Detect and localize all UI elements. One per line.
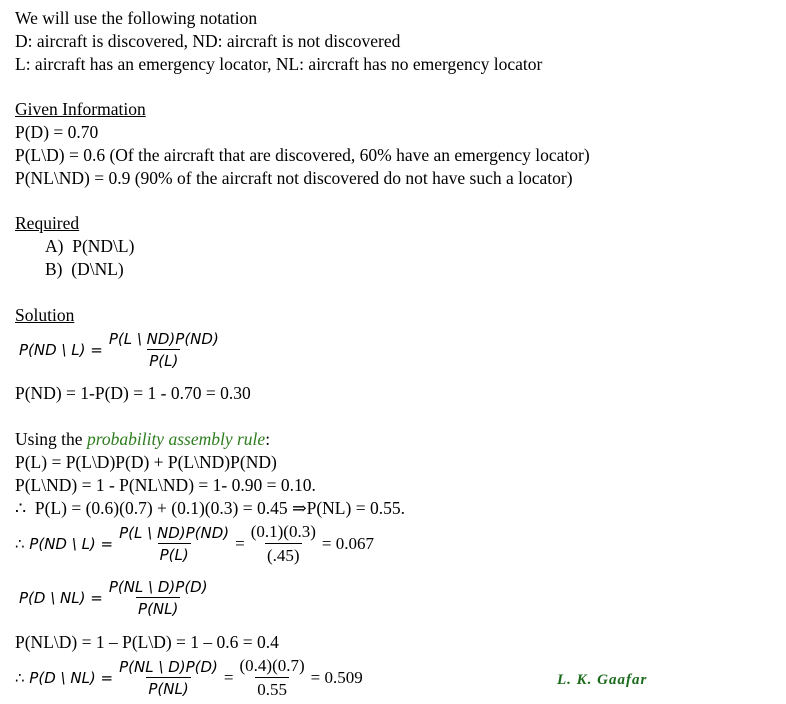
intro-line-3: L: aircraft has an emergency locator, NL: aircraft has no emergency locator (15, 54, 543, 74)
required-item-b: B) (D\NL) (45, 259, 124, 279)
eq2-denominator: P(L) (158, 543, 191, 564)
eq4-value-numerator: (0.4)(0.7) (239, 656, 305, 675)
bayes-result-d-given-nl (15, 656, 363, 700)
bayes-equation-nd-given-l (19, 330, 225, 370)
given-heading: Given Information (15, 99, 146, 119)
eq2-numerator: P(L \ ND)P(ND) (119, 524, 230, 542)
eq4-equals: = (223, 668, 234, 687)
eq2-equals: = (235, 534, 245, 553)
given-line-2: P(L\D) = 0.6 (Of the aircraft that are discovered, 60% have an emergency locator) (15, 145, 590, 165)
given-line-1: P(D) = 0.70 (15, 122, 99, 142)
eq3-denominator: P(NL) (136, 597, 180, 618)
pnld-line: P(NL\D) = 1 – P(L\D) = 1 – 0.6 = 0.4 (15, 632, 279, 652)
eq4-value-fraction (238, 656, 307, 700)
eq4-denominator: P(NL) (146, 677, 190, 698)
eq4-result: = 0.509 (310, 668, 363, 687)
rule-prefix: Using the (15, 429, 87, 449)
pl-result-line: ∴ P(L) = (0.6)(0.7) + (0.1)(0.3) = 0.45 ⇒P(NL) = 0.55. (15, 498, 405, 518)
rule-line (15, 429, 270, 449)
rule-name: probability assembly rule (86, 429, 266, 449)
eq1-lhs: P(ND \ L) = (19, 341, 103, 359)
intro-line-2: D: aircraft is discovered, ND: aircraft is not discovered (15, 31, 401, 51)
plnd-line: P(L\ND) = 1 - P(NL\ND) = 1- 0.90 = 0.10. (15, 475, 316, 495)
pl-line: P(L) = P(L\D)P(D) + P(L\ND)P(ND) (15, 452, 277, 472)
solution-heading: Solution (15, 305, 75, 325)
given-line-3: P(NL\ND) = 0.9 (90% of the aircraft not discovered do not have such a locator) (15, 168, 573, 188)
eq2-result: = 0.067 (321, 534, 374, 553)
bayes-equation-d-given-nl (19, 578, 214, 618)
required-heading: Required (15, 213, 80, 233)
eq3-lhs: P(D \ NL) = (19, 589, 103, 607)
eq2-fraction (117, 524, 231, 564)
eq4-lhs: ∴ P(D \ NL) = (15, 669, 114, 687)
eq4-fraction (117, 658, 220, 698)
eq4-value-denominator: 0.55 (255, 677, 289, 700)
eq4-numerator: P(NL \ D)P(D) (119, 658, 218, 676)
eq1-numerator: P(L \ ND)P(ND) (108, 330, 219, 348)
eq3-fraction (107, 578, 210, 618)
eq2-value-numerator: (0.1)(0.3) (250, 522, 316, 541)
eq2-lhs: ∴ P(ND \ L) = (15, 535, 114, 553)
intro-line-1: We will use the following notation (15, 8, 258, 28)
eq1-fraction (107, 330, 221, 370)
bayes-result-nd-given-l (15, 522, 374, 566)
rule-suffix: : (265, 429, 271, 449)
eq3-numerator: P(NL \ D)P(D) (108, 578, 208, 596)
eq1-denominator: P(L) (147, 349, 180, 370)
pnd-line: P(ND) = 1-P(D) = 1 - 0.70 = 0.30 (15, 383, 251, 403)
eq2-value-fraction (249, 522, 318, 566)
required-item-a: A) P(ND\L) (45, 236, 135, 256)
eq2-value-denominator: (.45) (265, 543, 302, 566)
author-signature: L. K. Gaafar (557, 672, 648, 688)
